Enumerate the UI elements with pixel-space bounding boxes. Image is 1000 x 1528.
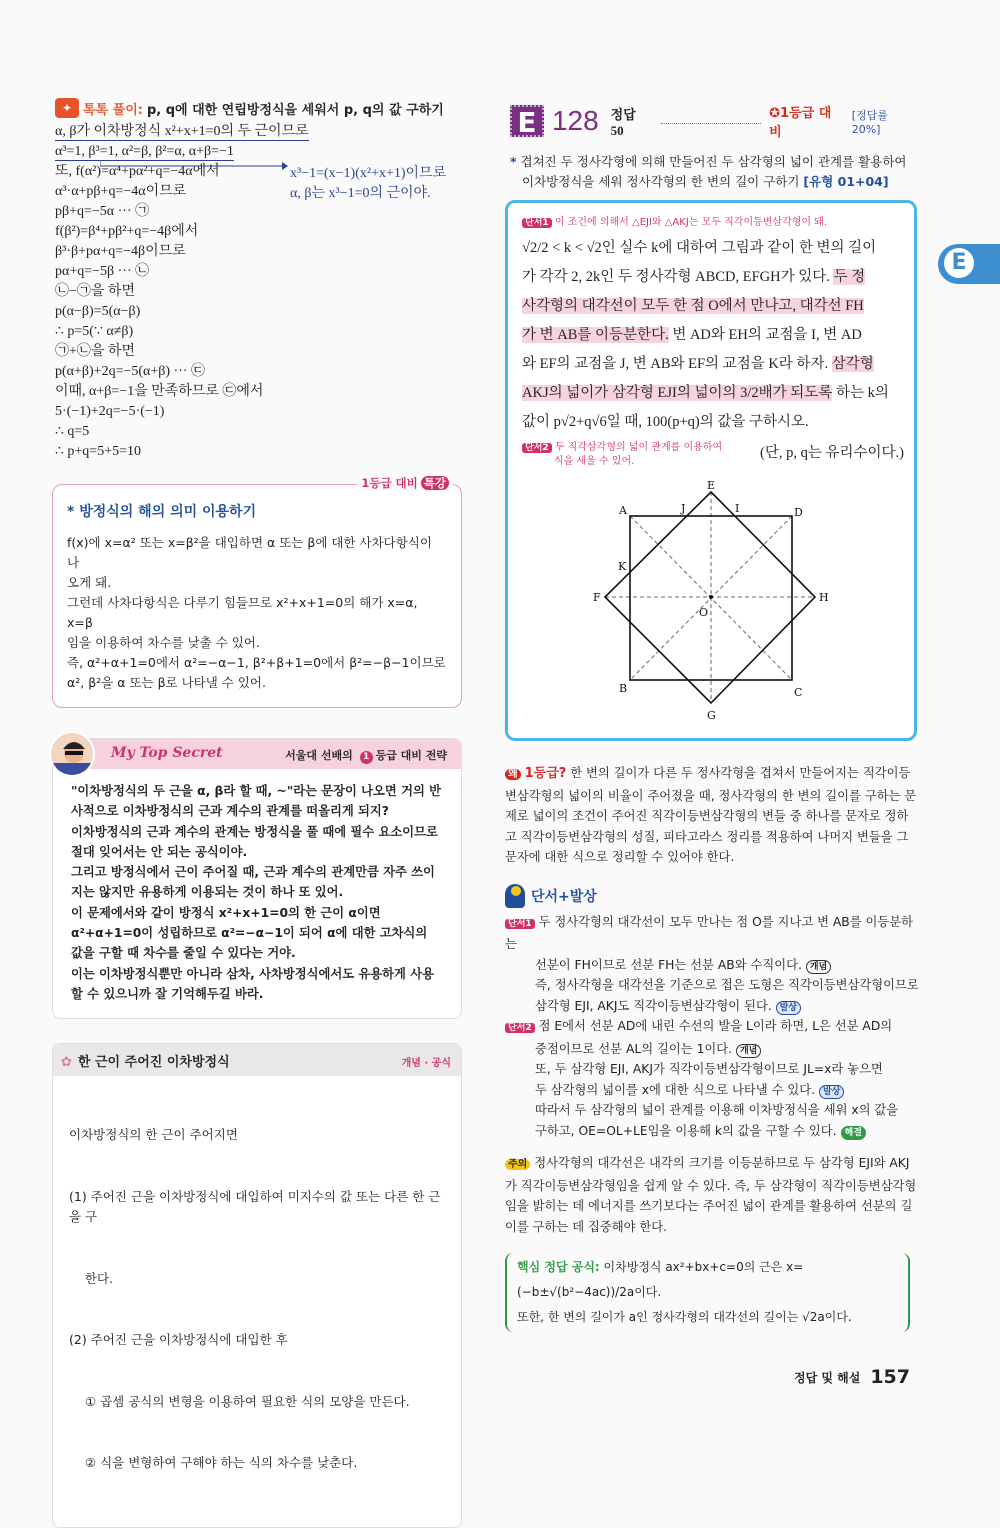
hint2-text: 두 직각삼각형의 넓이 관계를 이용하여 xyxy=(554,442,723,453)
idea-pill: 발상 xyxy=(819,1085,844,1099)
tip-line: α², β²을 α 또는 β로 나타낼 수 있어. xyxy=(67,675,266,690)
secret-line: 지는 않지만 유용하게 이용되는 것이 하나 또 있어. xyxy=(71,885,344,900)
secret-line: 절대 잊어서는 안 되는 공식이야. xyxy=(71,844,248,859)
label-O: O xyxy=(699,606,709,619)
solution-line: pβ+q=−5α ··· ㉠ xyxy=(55,204,150,219)
grade-number-icon: 1 xyxy=(360,751,373,764)
difficulty-label: 1등급 대비 xyxy=(769,106,832,140)
tip-badge-mark: 특강 xyxy=(421,476,449,490)
key-formula-box xyxy=(505,1253,910,1332)
why-text: 한 변의 길이가 다른 두 정사각형을 겹쳐서 만들어지는 직각이등변삼각형의 넓이의 비율이 주어졌을 때, 정사각형의 한 변의 길이를 구하는 문제로 넓이의 조건이 주어진 직각이등변삼각형의 변들 중 하나를 문자로 정하고 직각이등변삼각형의 성질, 피타고라스 정리를 적용하여 나머지 변들을 그 문자에 대한 식으로 정리할 수 있어야 한다. xyxy=(505,766,917,864)
caution-badge: 주의 xyxy=(505,1159,530,1170)
hint-line: 선분이 FH이므로 선분 FH는 선분 AB와 수직이다. xyxy=(535,957,802,972)
solution-line: 또, f(α²)=α⁴+pα²+q=−4α에서 xyxy=(55,164,220,179)
problem-line: 변 AD와 EH의 교점을 I, 변 AD xyxy=(668,327,862,343)
hint-line: 두 정사각형의 대각선이 모두 만나는 점 O를 지나고 변 AB를 이등분하는 xyxy=(505,914,914,951)
why-badge: 왜 xyxy=(505,769,521,780)
solution-header xyxy=(52,98,462,118)
tip-title: * 방정식의 해의 의미 이용하기 xyxy=(67,504,257,520)
problem-highlight: 두 정 xyxy=(833,269,866,285)
squares-diagram xyxy=(593,476,833,726)
point-O xyxy=(709,595,713,599)
problem-highlight: 사각형의 대각선이 모두 한 점 O에서 만나고, 대각선 FH xyxy=(522,298,864,314)
label-H: H xyxy=(819,591,829,604)
solution-line: ㉠+㉡을 하면 xyxy=(55,344,135,359)
right-column xyxy=(505,102,920,1388)
hint2-tag: 단서2 xyxy=(505,1023,535,1033)
concept-line: 한다. xyxy=(69,1270,114,1286)
solution-line: p(α+β)+2q=−5(α+β) ··· ㉢ xyxy=(55,364,206,379)
why-first-grade xyxy=(505,763,920,868)
left-column xyxy=(52,98,462,1528)
label-J: J xyxy=(681,502,686,515)
key-formula-line: 또한, 한 변의 길이가 a인 정사각형의 대각선의 길이는 √2a이다. xyxy=(517,1310,852,1324)
summary-line: 겹쳐진 두 정사각형에 의해 만들어진 두 삼각형의 넓이 관계를 활용하여 xyxy=(520,154,907,169)
problem-line: 와 EF의 교점을 J, 변 AB와 EF의 교점을 K라 하자. xyxy=(522,356,832,372)
difficulty-level: ✪1등급 대비 xyxy=(769,106,832,140)
solution-line: ㉡−㉠을 하면 xyxy=(55,284,135,299)
lightbulb-head-icon xyxy=(505,884,525,908)
section-side-tab[interactable] xyxy=(938,244,1000,284)
answer-label: 정답 xyxy=(610,107,636,123)
caution-note xyxy=(505,1153,920,1237)
solution-title: p, q에 대한 연립방정식을 세워서 p, q의 값 구하기 xyxy=(146,102,444,118)
side-tab-letter: E xyxy=(944,248,974,278)
tip-line: 임을 이용하여 차수를 낮출 수 있어. xyxy=(67,635,260,650)
problem-text xyxy=(522,234,904,437)
secret-line: α²+α+1=0이 성립하므로 α²=−α−1이 되어 α에 대한 고차식의 xyxy=(71,926,428,941)
solution-line: ∴ p+q=5+5=10 xyxy=(55,444,141,459)
hint2-tag: 단서2 xyxy=(522,443,552,453)
tip-line: 그런데 사차다항식은 다루기 힘들므로 x²+x+1=0의 해가 x=α, x=β xyxy=(67,595,418,630)
hint1-tag: 단서1 xyxy=(522,218,552,228)
hints-header xyxy=(505,884,920,908)
concept-line: (2) 주어진 근을 이차방정식에 대입한 후 xyxy=(69,1332,288,1348)
secret-line: 할 수 있으니까 잘 기억해두길 바라. xyxy=(71,986,264,1001)
section-letter: E xyxy=(510,105,544,137)
problem-line: 값이 p√2+q√6일 때, 100(p+q)의 값을 구하시오. xyxy=(522,414,809,430)
flower-icon: ✿ xyxy=(61,1055,72,1071)
type-tag: [유형 01+04] xyxy=(803,174,889,189)
secret-line: "이차방정식의 두 근을 α, β라 할 때, ~"라는 문장이 나오면 거의 반 xyxy=(71,784,442,798)
secret-line: 사적으로 이차방정식의 근과 계수의 관계를 떠올리게 되지? xyxy=(71,804,389,819)
solution-line: 5·(−1)+2q=−5·(−1) xyxy=(55,404,165,419)
why-title: 1등급? xyxy=(524,766,567,781)
secret-line: 값을 구할 때 차수를 줄일 수 있다는 거야. xyxy=(71,946,296,961)
hint-line: 즉, 정사각형을 대각선을 기준으로 접은 도형은 직각이등변삼각형이므로 xyxy=(535,978,919,992)
label-F: F xyxy=(593,591,601,604)
answer-value: 50 xyxy=(610,122,624,138)
side-note-line: x³−1=(x−1)(x²+x+1)이므로 xyxy=(290,166,447,181)
solution-line: pα+q=−5β ··· ㉡ xyxy=(55,264,150,279)
label-I: I xyxy=(735,502,740,515)
hint1-text: 이 조건에 의해서 △EJI와 △AKJ는 모두 직각이등변삼각형이 돼. xyxy=(554,217,828,228)
secret-sub1: 서울대 선배의 xyxy=(285,749,353,762)
hints-body xyxy=(505,912,920,1142)
solution-line: β³·β+pα+q=−4β이므로 xyxy=(55,244,186,259)
concept-box xyxy=(52,1043,462,1528)
concept-line: ① 곱셈 공식의 변형을 이용하여 필요한 식의 모양을 만든다. xyxy=(69,1393,410,1409)
label-K: K xyxy=(618,560,627,573)
tip-box xyxy=(52,476,462,708)
label-B: B xyxy=(619,682,628,695)
problem-header xyxy=(505,102,920,140)
hint-line: 두 삼각형의 넓이를 x에 대한 식으로 나타낼 수 있다. xyxy=(535,1082,816,1097)
hint1-tag: 단서1 xyxy=(505,919,535,929)
concept-line: (1) 주어진 근을 이차방정식에 대입하여 미지수의 값 또는 다른 한 근을 구 xyxy=(69,1188,441,1225)
magic-wand-icon: ✦ xyxy=(55,98,79,118)
hint-line: 점 E에서 선분 AD에 내린 수선의 발을 L이라 하면, L은 선분 AD의 xyxy=(538,1019,893,1033)
avatar xyxy=(49,731,95,777)
page-footer xyxy=(794,1366,910,1388)
secret-line: 그리고 방정식에서 근이 주어질 때, 근과 계수의 관계만큼 자주 쓰이 xyxy=(71,865,435,880)
label-G: G xyxy=(707,709,716,722)
solution-line: α³=1, β³=1, α²=β, β²=α, α+β=−1 xyxy=(55,144,234,159)
problem-line: √2/2 < k < √2인 실수 k에 대하여 그림과 같이 한 변의 길이 xyxy=(522,240,877,256)
hint-line: 따라서 두 삼각형의 넓이 관계를 이용해 이차방정식을 세워 x의 값을 xyxy=(535,1103,899,1117)
solution-line: α³·α+pβ+q=−4α이므로 xyxy=(55,184,187,199)
hint2-callout xyxy=(522,441,722,468)
problem-box xyxy=(505,200,917,741)
solution-steps xyxy=(52,122,462,462)
problem-line: 하는 k의 xyxy=(832,385,889,401)
my-top-secret-box xyxy=(52,738,462,1019)
note-arrow xyxy=(100,158,290,174)
solution-line: α, β가 이차방정식 x²+x+1=0의 두 근이므로 xyxy=(55,124,309,139)
dotted-leader xyxy=(661,123,761,124)
label-E: E xyxy=(707,479,716,492)
hint-line: 또, 두 삼각형 EJI, AKJ가 직각이등변삼각형이므로 JL=x라 놓으면 xyxy=(535,1062,883,1076)
problem-summary xyxy=(505,152,920,192)
concept-body xyxy=(53,1076,461,1527)
secret-subtitle xyxy=(285,747,447,764)
side-note-line: α, β는 x³−1=0의 근이야. xyxy=(290,186,431,201)
answer xyxy=(611,104,654,139)
tip-body xyxy=(67,533,447,693)
hint-line: 구하고, OE=OL+LE임을 이용해 k의 값을 구할 수 있다. xyxy=(535,1123,837,1138)
problem-highlight: AKJ의 넓이가 삼각형 EJI의 넓이의 3/2배가 되도록 xyxy=(522,385,833,401)
secret-line: 이차방정식의 근과 계수의 관계는 방정식을 풀 때에 필수 요소이므로 xyxy=(71,824,438,839)
solution-line: 이때, α+β=−1을 만족하므로 ㉢에서 xyxy=(55,384,264,399)
footer-label: 정답 및 해설 xyxy=(794,1370,861,1385)
diagram-wrapper xyxy=(522,476,904,726)
hint1-callout xyxy=(522,213,904,228)
concept-pill: 개념 xyxy=(736,1044,761,1058)
caution-text: 정사각형의 대각선은 내각의 크기를 이등분하므로 두 삼각형 EJI와 AKJ가 직각이등변삼각형임을 쉽게 알 수 있다. 즉, 두 삼각형이 직각이등변삼각형임을 밝히는 데 에너지를 쓰기보다는 주어진 넓이 관계를 활용하여 선분의 길이를 구하는 데 집중해야 한다. xyxy=(505,1156,917,1234)
tip-line: f(x)에 x=α² 또는 x=β²을 대입하면 α 또는 β에 대한 사차다항식이 나 xyxy=(67,535,432,570)
hints-title: 단서+발상 xyxy=(531,888,597,905)
secret-body xyxy=(53,769,461,1018)
secret-line: 이는 이차방정식뿐만 아니라 삼차, 사차방정식에서도 유용하게 사용 xyxy=(71,966,434,981)
tip-badge xyxy=(357,475,453,491)
concept-title-text: 한 근이 주어진 이차방정식 xyxy=(77,1055,230,1071)
hint-line: 삼각형 EJI, AKJ도 직각이등변삼각형이 된다. xyxy=(535,998,772,1013)
secret-title: My Top Secret xyxy=(111,745,223,761)
secret-header xyxy=(53,739,461,769)
solution-line: ∴ p=5(∵ α≠β) xyxy=(55,324,134,339)
solve-pill: 해결 xyxy=(841,1126,866,1140)
concept-line: ② 식을 변형하여 구해야 하는 식의 차수를 낮춘다. xyxy=(69,1455,358,1471)
concept-title xyxy=(61,1051,230,1070)
tip-badge-label: 1등급 대비 xyxy=(361,476,418,490)
solution-line: ∴ q=5 xyxy=(55,424,90,439)
secret-sub2: 등급 대비 전략 xyxy=(375,749,447,762)
hint-line: 중점이므로 선분 AL의 길이는 1이다. xyxy=(535,1041,733,1056)
key-formula-line: 이차방정식 ax²+bx+c=0의 근은 x=(−b±√(b²−4ac))/2a이다. xyxy=(517,1260,804,1299)
problem-line: 가 각각 2, 2k인 두 정사각형 ABCD, EFGH가 있다. xyxy=(522,269,834,285)
solution-label: 톡톡 풀이: xyxy=(83,102,143,118)
correct-rate: [정답률 20%] xyxy=(851,108,888,136)
solution-line: f(β²)=β⁴+pβ²+q=−4β에서 xyxy=(55,224,199,239)
concept-line: 이차방정식의 한 근이 주어지면 xyxy=(69,1127,238,1143)
hint2-text: 식을 세울 수 있어. xyxy=(554,456,635,467)
concept-tag: 개념 · 공식 xyxy=(401,1058,451,1070)
problem-bottom-row xyxy=(522,441,904,468)
tip-line: 오게 돼. xyxy=(67,575,112,590)
problem-highlight: 삼각형 xyxy=(831,356,874,372)
key-formula-label: 핵심 정답 공식: xyxy=(517,1260,600,1274)
concept-pill: 개념 xyxy=(806,960,831,974)
side-note xyxy=(290,164,447,201)
page-number: 157 xyxy=(870,1366,910,1388)
concept-header xyxy=(53,1044,461,1076)
tip-line: 즉, α²+α+1=0에서 α²=−α−1, β²+β+1=0에서 β²=−β−1이므로 xyxy=(67,655,446,670)
problem-number: 128 xyxy=(551,105,599,136)
label-A: A xyxy=(619,504,627,517)
problem-condition: (단, p, q는 유리수이다.) xyxy=(760,445,904,461)
label-C: C xyxy=(794,686,803,699)
solution-line: p(α−β)=5(α−β) xyxy=(55,304,141,319)
summary-line: 이차방정식을 세워 정사각형의 한 변의 길이 구하기 xyxy=(522,174,800,189)
asterisk-icon: * xyxy=(510,154,517,169)
label-D: D xyxy=(794,506,803,519)
secret-line: 이 문제에서와 같이 방정식 x²+x+1=0의 한 근이 α이면 xyxy=(71,905,381,920)
problem-highlight: 가 변 AB를 이등분한다. xyxy=(522,327,669,343)
idea-pill: 발상 xyxy=(776,1001,801,1015)
